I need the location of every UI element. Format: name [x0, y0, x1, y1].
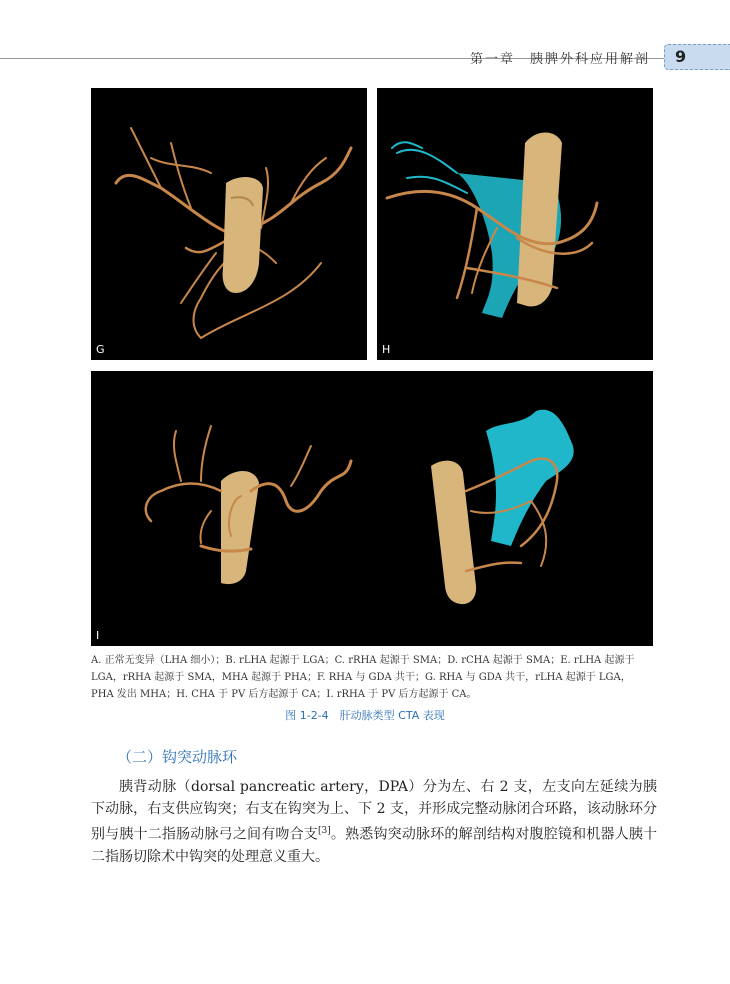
body-text-part-2: 。熟悉钩突动脉环的解剖结构对腹腔镜和机器人胰十二指肠切除术中钩突的处理意义重大。	[91, 826, 658, 865]
page-number-tab	[664, 44, 730, 70]
reference-citation: [3]	[317, 826, 331, 836]
panel-label-h: H	[382, 343, 391, 356]
cta-image-g	[91, 88, 367, 360]
cta-image-h	[377, 88, 653, 360]
panel-label-i: I	[96, 629, 100, 642]
page-number: 9	[675, 47, 687, 66]
figure-panel-i	[91, 371, 653, 646]
figure-panel-g	[91, 88, 367, 360]
section-heading: （二）钩突动脉环	[117, 748, 238, 766]
running-header-chapter: 第一章 胰脾外科应用解剖	[469, 52, 650, 67]
figure-panel-h	[377, 88, 653, 360]
cta-image-i	[91, 371, 653, 646]
body-text-part-1: 胰背动脉（dorsal pancreatic artery，DPA）分为左、右 2 支，左支向左延续为胰下动脉，右支供应钩突；右支在钩突为上、下 2 支，并形成完整动脉闭合环路，该动脉环分别与胰十二指肠动脉弓之间有吻合支	[91, 779, 657, 843]
figure-title: 图 1-2-4 肝动脉类型 CTA 表现	[285, 709, 445, 722]
body-paragraph	[91, 776, 657, 868]
figure-caption-text: A. 正常无变异（LHA 细小）；B. rLHA 起源于 LGA；C. rRHA 起源于 SMA；D. rCHA 起源于 SMA；E. rLHA 起源于 LGA，rRHA 起源于 SMA，MHA 起源于 PHA；F. RHA 与 GDA 共干；G. RHA 与 GDA 共干，rLHA 起源于 LGA，PHA 发出 MHA；H. CHA 于 PV 后方起源于 CA；I. rRHA 于 PV 后方起源于 CA。	[91, 655, 635, 700]
panel-label-g: G	[96, 343, 105, 356]
